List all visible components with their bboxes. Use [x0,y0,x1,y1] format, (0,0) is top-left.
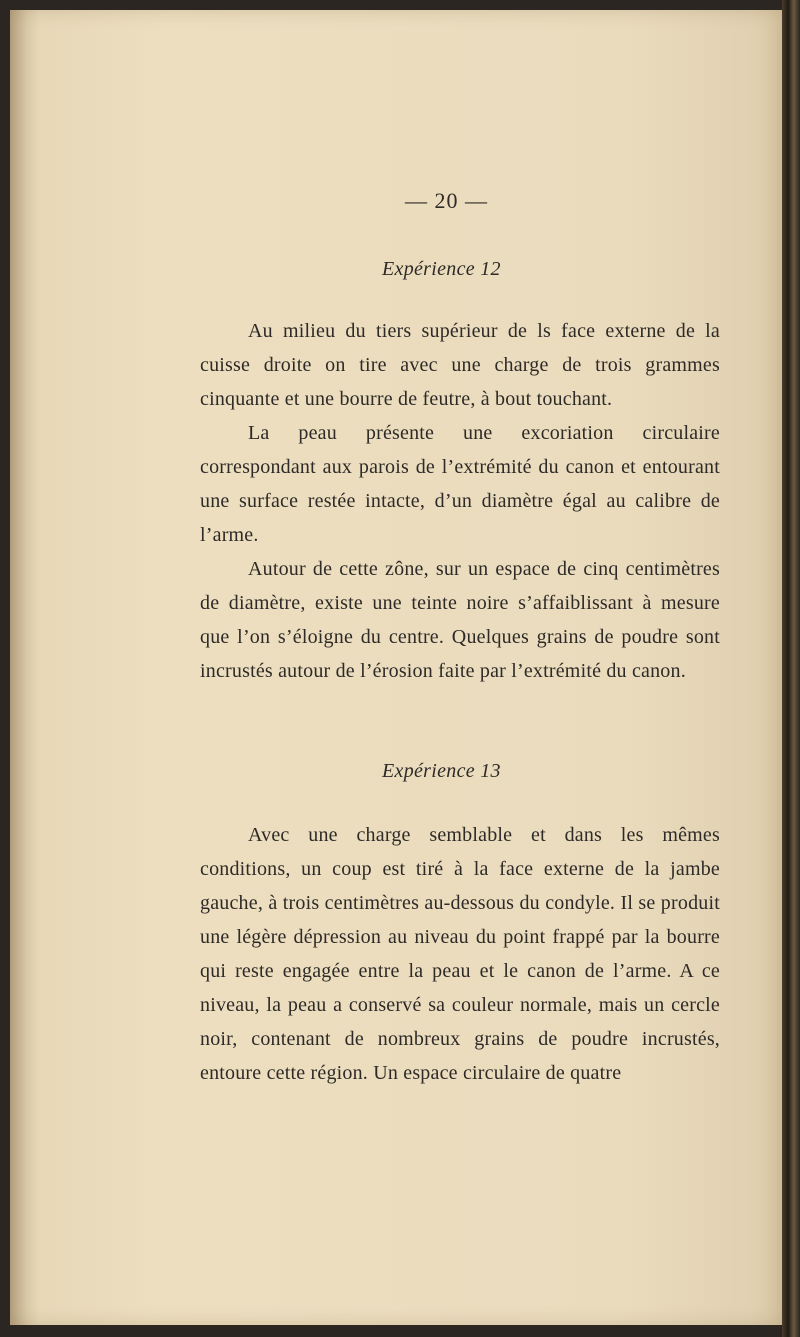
section-title-12: Expérience 12 [382,258,501,280]
book-binding-edge [782,0,800,1337]
section-12-paragraph-1: Au milieu du tiers supérieur de ls face externe de la cuisse droite on tire avec une charge de trois grammes cinquante et une bourre de feutre, à bout touchant. [200,320,720,410]
section-12-text [200,314,720,688]
section-12-paragraph-3: Autour de cette zône, sur un espace de cinq centimètres de diamètre, existe une teinte noire s’affaiblissant à mesure que l’on s’éloigne du centre. Quelques grains de poudre sont incrustés autour de l’érosion faite par l’extrémité du canon. [200,558,720,682]
section-13-text [200,818,720,1090]
book-page [10,10,782,1325]
section-title-13: Expérience 13 [382,760,501,782]
section-13-paragraph-1: Avec une charge semblable et dans les mêmes conditions, un coup est tiré à la face externe de la jambe gauche, à trois centimètres au-dessous du condyle. Il se produit une légère dépression au niveau du point frappé par la bourre qui reste engagée entre la peau et le canon de l’arme. A ce niveau, la peau a conservé sa couleur normale, mais un cercle noir, contenant de nombreux grains de poudre incrustés, entoure cette région. Un espace circulaire de quatre [200,824,720,1084]
section-12-paragraph-2: La peau présente une excoriation circulaire correspondant aux parois de l’extrémité du canon et entourant une surface restée intacte, d’un diamètre égal au calibre de l’arme. [200,422,720,546]
page-number: — 20 — [405,188,488,213]
